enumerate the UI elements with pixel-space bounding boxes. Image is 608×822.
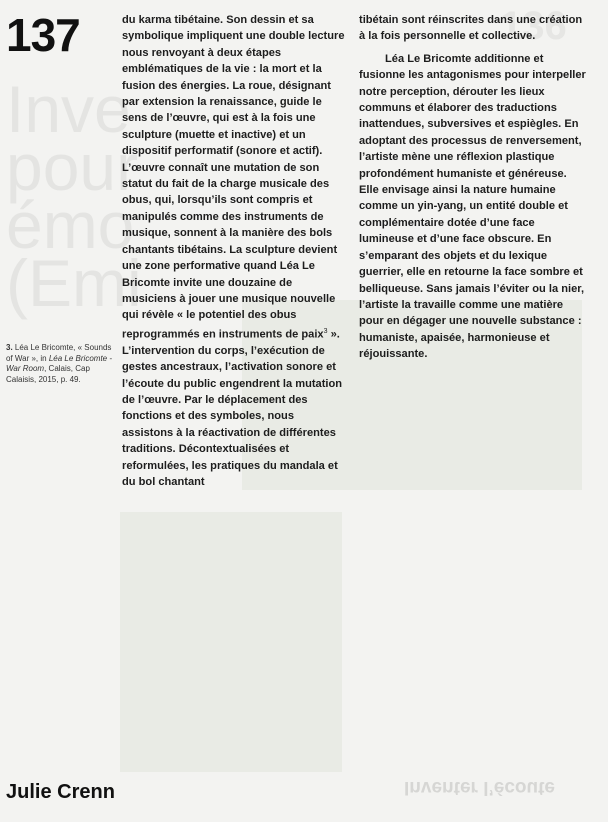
show-through-word: pour <box>6 130 139 204</box>
paragraph-text: du karma tibétaine. Son dessin et sa symbolique impliquent une double lecture nous renvoyant à deux étapes emblématiques de la vie : la mort et la fusion des énergies. La roue, désignant par extension la renaissance, guide le sens de l’œuvre, qui est à la fois une sculpture (muette et inactive) et un dispositif performatif (sonore et actif). L’œuvre connaît une mutation de son statut du fait de la charge musicale des obus, qui, lorsqu’ils sont compris et manipulés comme des instruments de musique, sonnent à la manière des bols chantants tibétains. La sculpture devient une zone performative quand Léa Le Bricomte invite une douzaine de musiciens à jouer une musique nouvelle qui révèle « le potentiel des obus reprogrammés en instruments de paix <box>122 14 345 341</box>
show-through-word: Inve <box>6 72 131 146</box>
footnote-quote-title: « Sounds of War », <box>6 343 112 363</box>
footnote-marker: 3. <box>6 343 13 352</box>
show-through-word: (Emi <box>6 246 142 320</box>
show-through-footer: Inventer l’écoute <box>404 777 555 798</box>
paragraph-text-continued: ». L’intervention du corps, l’exécution de gestes ancestraux, l’activation sonore et l’écoute du public engendrent la mutation de l’œuvre. Par le déplacement des fonctions et des symboles, nous assistons à la réactivation de différentes traditions. Décontextualisées et reformulées, les pratiques du mandala et du bol chantant <box>122 328 343 489</box>
show-through-word: émo <box>6 188 135 262</box>
page-number: 137 <box>6 9 80 61</box>
show-through-image-bottom <box>120 512 342 772</box>
footnote-book-artist: Léa Le Bricomte <box>48 353 108 363</box>
text-column-left <box>122 12 348 490</box>
footnote-publisher: , Calais, Cap Calaisis, 2015, p. 49. <box>6 364 90 384</box>
paragraph <box>122 12 348 490</box>
text-column-right <box>359 12 589 363</box>
footnote-artist: Léa Le Bricomte, <box>14 343 76 352</box>
show-through-page-number: 136 <box>500 4 567 48</box>
footnote <box>6 343 116 385</box>
paragraph: Léa Le Bricomte additionne et fusionne les antagonismes pour interpeller notre perception, dérouter les lieux communs et élaborer des traductions inattendues, subversives et espiègles. En adoptant des processus de renversement, l’artiste mène une réflexion plastique profondément humaniste et généreuse. Elle envisage ainsi la nature humaine comme un yin-yang, un entité double et complémentaire dotée d’une face lumineuse et d’une face obscure. En s’emparant des objets et du lexique guerrier, elle en retourne la face sombre et belliqueuse. Sans jamais l’éviter ou la nier, l’artiste la travaille comme une matière pour en dégager une nouvelle substance : humaniste, apaisée, harmonieuse et réjouissante. <box>359 52 586 361</box>
footnote-reference: 3 <box>323 327 328 335</box>
paragraph: tibétain sont réinscrites dans une création à la fois personnelle et collective. <box>359 14 583 43</box>
footnote-in: in <box>40 353 47 363</box>
footnote-book-title: - War Room <box>6 353 113 373</box>
author-name: Julie Crenn <box>6 781 115 803</box>
